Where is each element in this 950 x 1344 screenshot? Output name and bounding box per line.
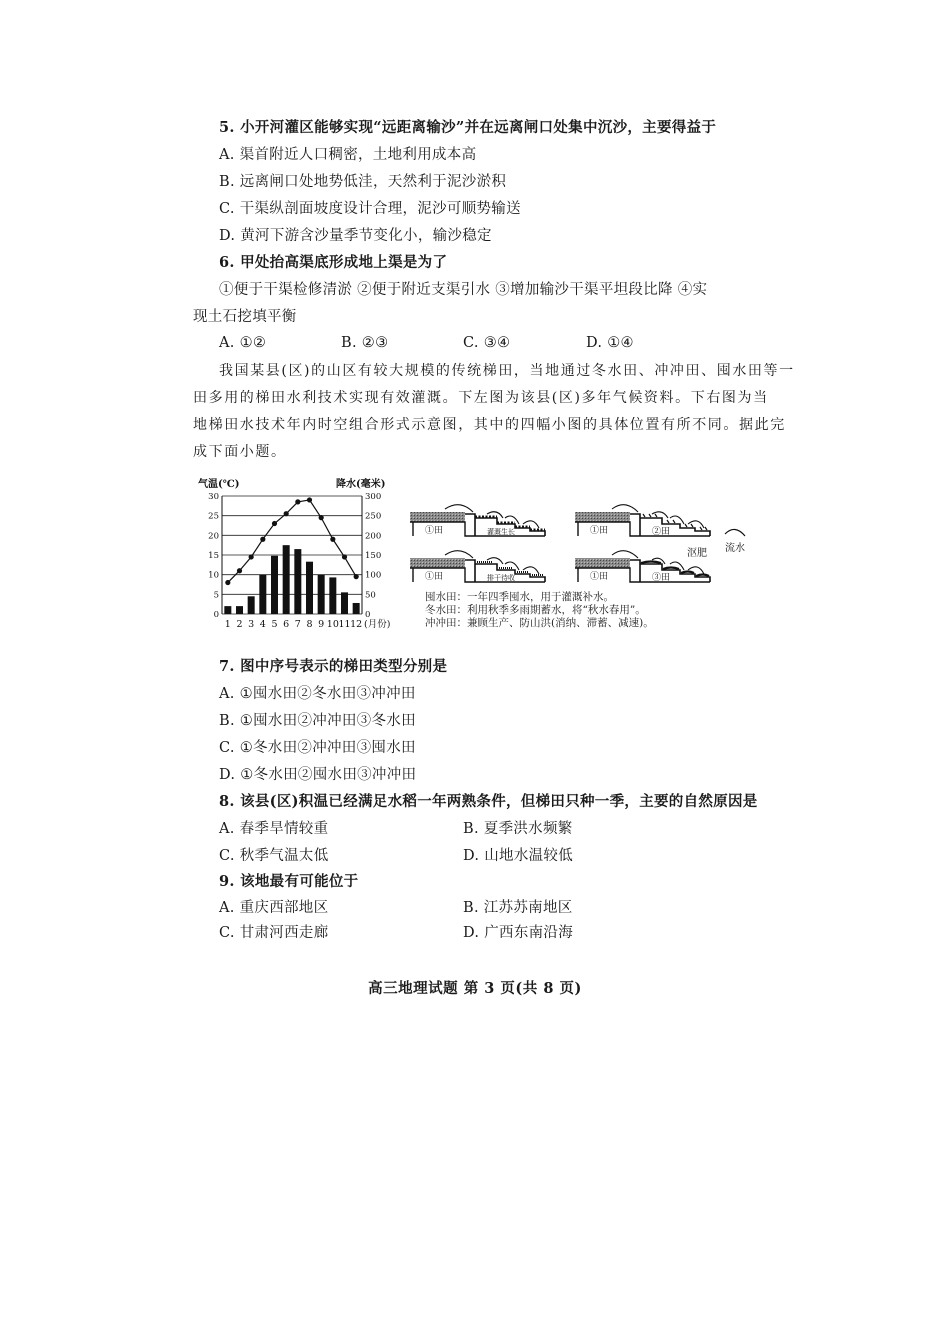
field3-label: ③田 — [652, 573, 671, 583]
svg-text:150: 150 — [365, 551, 382, 561]
field1-label-br: ①田 — [590, 572, 609, 582]
q7-option-c: C. ①冬水田②冲冲田③囤水田 — [219, 740, 416, 756]
q8-option-a: A. 春季旱情较重 — [219, 821, 329, 837]
q9-option-c: C. 甘肃河西走廊 — [219, 925, 329, 941]
q5-option-d: D. 黄河下游含沙量季节变化小，输沙稳定 — [219, 228, 492, 244]
svg-text:100: 100 — [365, 570, 382, 581]
field1-label-tr: ①田 — [590, 526, 609, 536]
q6-option-b: B. ②③ — [341, 335, 389, 351]
field1-label-tl: ①田 — [425, 526, 444, 536]
svg-text:300: 300 — [365, 492, 382, 502]
svg-text:8: 8 — [306, 619, 313, 630]
svg-text:15: 15 — [208, 551, 219, 561]
label-fertilizer: 沤肥 — [687, 548, 707, 559]
material-line-2: 田多用的梯田水利技术实现有效灌溉。下左图为该县(区)多年气候资料。下右图为当 — [193, 390, 769, 406]
svg-text:5: 5 — [271, 619, 278, 630]
q8-option-b: B. 夏季洪水频繁 — [463, 821, 573, 837]
climate-chart — [196, 474, 406, 634]
flow-arrow-icon — [725, 529, 745, 536]
q7-option-d: D. ①冬水田②囤水田③冲冲田 — [219, 767, 417, 783]
q8-stem: 8. 该县(区)积温已经满足水稻一年两熟条件，但梯田只种一季，主要的自然原因是 — [219, 793, 758, 810]
svg-text:10: 10 — [208, 570, 219, 581]
q6-option-d: D. ①④ — [586, 335, 634, 351]
q9-option-a: A. 重庆西部地区 — [219, 900, 329, 916]
field1-label-bl: ①田 — [425, 572, 444, 582]
svg-text:4: 4 — [259, 619, 266, 630]
q6-stem: 6. 甲处抬高渠底形成地上渠是为了 — [219, 254, 448, 271]
material-line-3: 地梯田水技术年内时空组合形式示意图，其中的四幅小图的具体位置有所不同。据此完 — [193, 417, 786, 433]
material-line-1: 我国某县(区)的山区有较大规模的传统梯田，当地通过冬水田、冲冲田、囤水田等一 — [219, 363, 795, 379]
q7-option-a: A. ①囤水田②冬水田③冲冲田 — [219, 686, 416, 702]
q6-option-c: C. ③④ — [463, 335, 511, 351]
svg-text:11: 11 — [338, 619, 351, 630]
q9-option-b: B. 江苏苏南地区 — [463, 900, 573, 916]
q9-option-d: D. 广西东南沿海 — [463, 925, 574, 941]
label-drain: 排干待收 — [487, 574, 515, 582]
page-footer: 高三地理试题 第 3 页(共 8 页) — [368, 980, 582, 997]
q6-option-a: A. ①② — [219, 335, 267, 351]
terrace-diagram — [405, 500, 765, 590]
svg-text:250: 250 — [365, 511, 382, 522]
svg-text:2: 2 — [236, 619, 243, 630]
q6-statements-line1: ①便于干渠检修清淤 ②便于附近支渠引水 ③增加输沙干渠平坦段比降 ④实 — [219, 282, 708, 298]
q7-option-b: B. ①囤水田②冲冲田③冬水田 — [219, 713, 416, 729]
legend-tunshui: 囤水田：一年四季囤水，用于灌溉补水。 — [425, 591, 614, 603]
climate-chart-svg — [196, 474, 406, 634]
svg-text:1: 1 — [224, 619, 231, 630]
svg-text:3: 3 — [248, 619, 255, 630]
svg-text:降水(毫米): 降水(毫米) — [336, 479, 386, 490]
svg-text:7: 7 — [294, 619, 301, 630]
svg-text:6: 6 — [283, 619, 290, 630]
q7-stem: 7. 图中序号表示的梯田类型分别是 — [219, 658, 448, 675]
svg-text:20: 20 — [208, 531, 219, 542]
svg-text:12: 12 — [350, 619, 363, 630]
svg-text:气温(℃): 气温(℃) — [198, 479, 240, 490]
label-flow: 流水 — [725, 543, 745, 554]
svg-text:50: 50 — [365, 590, 376, 601]
q5-option-b: B. 远离闸口处地势低洼，天然利于泥沙淤积 — [219, 174, 507, 190]
svg-text:30: 30 — [208, 492, 219, 502]
q5-option-c: C. 干渠纵剖面坡度设计合理，泥沙可顺势输送 — [219, 201, 521, 217]
legend-dongshui: 冬水田：利用秋季多雨期蓄水，将“秋水春用”。 — [425, 604, 646, 616]
svg-text:0: 0 — [365, 610, 371, 620]
svg-text:10: 10 — [326, 619, 339, 630]
q6-statements-line2: 现土石挖填平衡 — [193, 309, 297, 325]
material-line-4: 成下面小题。 — [193, 444, 287, 460]
svg-text:5: 5 — [213, 590, 219, 601]
svg-text:(月份): (月份) — [364, 619, 391, 630]
field2-label: ②田 — [652, 527, 671, 537]
svg-text:9: 9 — [318, 619, 325, 630]
label-irrigation: 灌溉生长 — [487, 528, 515, 536]
terrace-diagram-svg — [405, 500, 765, 590]
legend-chongchong: 冲冲田：兼顾生产、防山洪(消纳、滞蓄、减速)。 — [425, 617, 654, 629]
svg-text:25: 25 — [208, 511, 219, 522]
svg-text:0: 0 — [213, 610, 219, 620]
q8-option-c: C. 秋季气温太低 — [219, 848, 329, 864]
q9-stem: 9. 该地最有可能位于 — [219, 873, 359, 890]
q8-option-d: D. 山地水温较低 — [463, 848, 574, 864]
svg-text:200: 200 — [365, 531, 382, 542]
q5-stem: 5. 小开河灌区能够实现“远距离输沙”并在远离闸口处集中沉沙，主要得益于 — [219, 119, 717, 136]
q5-option-a: A. 渠首附近人口稠密，土地利用成本高 — [219, 147, 477, 163]
